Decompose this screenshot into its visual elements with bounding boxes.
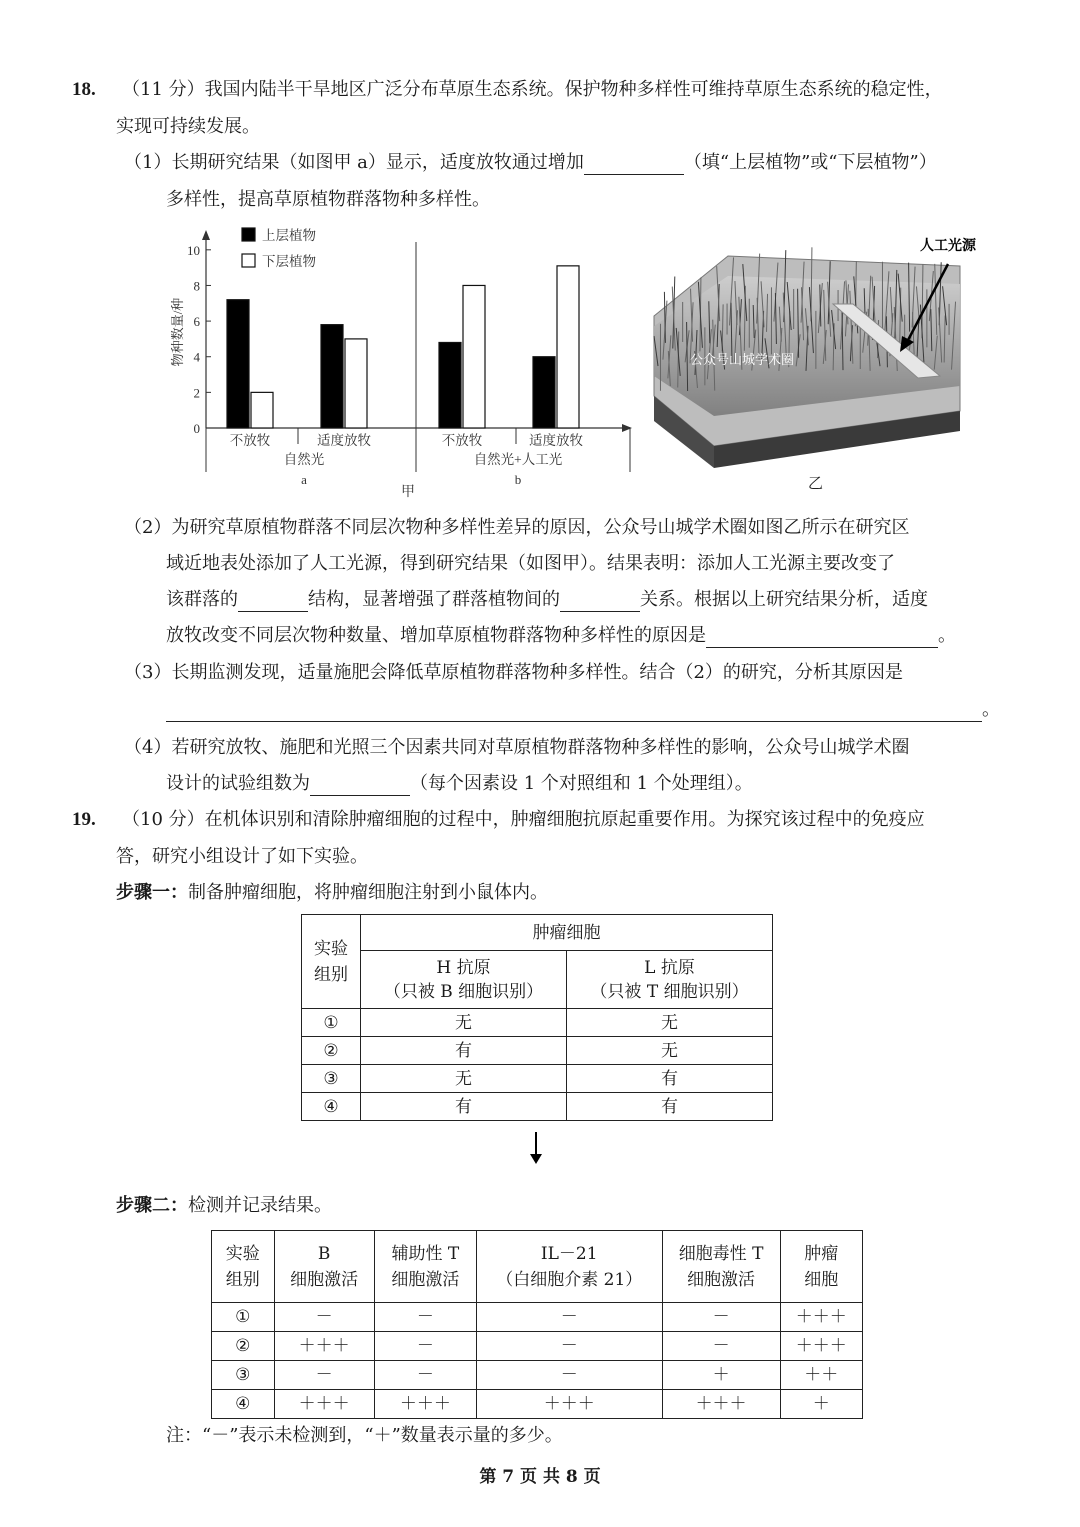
h-antigen-header: H 抗原 （只被 B 细胞识别）: [361, 951, 567, 1009]
legend-swatch: [242, 228, 255, 241]
group-header-cell: 实验 组别: [302, 915, 361, 1009]
results-header-cell: 细胞毒性 T 细胞激活: [662, 1231, 780, 1303]
result-cell: －: [476, 1303, 662, 1332]
antigen-table-row: [302, 1065, 773, 1093]
antigen-cell: 无: [361, 1009, 567, 1037]
bar-upper-plants: [439, 342, 461, 428]
group-id-cell: ③: [302, 1065, 361, 1093]
results-table-row: [212, 1332, 863, 1361]
result-cell: ＋: [780, 1390, 862, 1419]
group-label: 自然光+人工光: [473, 452, 563, 467]
x-category-label: 不放牧: [441, 433, 483, 448]
q18-part2-line3: 该群落的 结构，显著增强了群落植物间的 关系。根据以上研究结果分析，适度: [166, 589, 928, 610]
bar-upper-plants: [533, 357, 555, 428]
antigen-cell: 无: [567, 1009, 773, 1037]
figure-jia-bar-chart: [160, 222, 640, 507]
group-id-cell: ②: [302, 1037, 361, 1065]
legend-label: 下层植物: [262, 254, 316, 269]
answer-blank-4[interactable]: [706, 629, 938, 648]
antigen-cell: 有: [567, 1065, 773, 1093]
result-cell: ＋＋＋: [780, 1332, 862, 1361]
watermark-text: 公众号山城学术圈: [690, 352, 795, 367]
step-one-line: 步骤一：制备肿瘤细胞，将肿瘤细胞注射到小鼠体内。: [116, 882, 548, 903]
answer-blank-1[interactable]: [584, 156, 684, 175]
q18-number: 18.: [72, 79, 96, 100]
q19-stem-line2: 答，研究小组设计了如下实验。: [116, 846, 368, 867]
q19-number: 19.: [72, 809, 96, 830]
step-two-line: 步骤二：检测并记录结果。: [116, 1195, 332, 1216]
q18-part3-line2: 。: [166, 698, 1000, 722]
result-cell: －: [662, 1332, 780, 1361]
bar-lower-plants: [557, 266, 579, 428]
group-id-cell: ③: [212, 1361, 275, 1390]
y-tick-label: 6: [193, 314, 200, 330]
answer-blank-2[interactable]: [238, 593, 308, 612]
result-cell: ＋＋＋: [662, 1390, 780, 1419]
figure-yi-greenhouse-photo: [648, 226, 976, 496]
q19-stem-line1: （10 分）在机体识别和清除肿瘤细胞的过程中，肿瘤细胞抗原起重要作用。为探究该过程中的免疫应: [122, 809, 925, 830]
q18-part1-line2: 多样性，提高草原植物群落物种多样性。: [166, 189, 490, 210]
y-tick-label: 8: [193, 278, 200, 294]
results-table-row: [212, 1361, 863, 1390]
answer-blank-5[interactable]: [166, 703, 982, 722]
x-category-label: 不放牧: [229, 433, 271, 448]
results-header-cell: B 细胞激活: [274, 1231, 374, 1303]
q18-part3-line1: （3）长期监测发现，适量施肥会降低草原植物群落物种多样性。结合（2）的研究，分析其原因是: [124, 662, 903, 683]
legend-label: 上层植物: [262, 228, 316, 243]
l-antigen-header: L 抗原 （只被 T 细胞识别）: [567, 951, 773, 1009]
bar-lower-plants: [463, 285, 485, 428]
antigen-table-row: [302, 1093, 773, 1121]
antigen-cell: 无: [361, 1065, 567, 1093]
figure-label-yi: 乙: [808, 476, 824, 492]
results-table-row: [212, 1303, 863, 1332]
result-cell: ＋＋＋: [274, 1390, 374, 1419]
group-label: 自然光: [283, 452, 325, 467]
results-header-cell: 肿瘤 细胞: [780, 1231, 862, 1303]
results-table: [211, 1230, 863, 1419]
q18-part2-line1: （2）为研究草原植物群落不同层次物种多样性差异的原因，公众号山城学术圈如图乙所示在研究区: [124, 517, 910, 538]
y-tick-label: 0: [193, 421, 200, 436]
result-cell: －: [374, 1361, 476, 1390]
result-cell: －: [274, 1303, 374, 1332]
q18-stem-line1: （11 分）我国内陆半干旱地区广泛分布草原生态系统。保护物种多样性可维持草原生态系统的稳定性，: [122, 79, 943, 100]
y-tick-label: 4: [193, 349, 200, 365]
results-header-cell: 实验 组别: [212, 1231, 275, 1303]
figure-label-jia: 甲: [401, 485, 415, 500]
answer-blank-6[interactable]: [310, 777, 410, 796]
panel-label: b: [514, 472, 522, 487]
result-cell: －: [476, 1361, 662, 1390]
down-arrow-icon: [526, 1130, 546, 1166]
page-footer: 第 7 页 共 8 页: [479, 1467, 601, 1487]
light-source-label: 人工光源: [920, 237, 976, 253]
antigen-cell: 有: [361, 1093, 567, 1121]
group-id-cell: ①: [302, 1009, 361, 1037]
y-tick-label: 10: [187, 242, 200, 258]
group-id-cell: ①: [212, 1303, 275, 1332]
q18-stem-line2: 实现可持续发展。: [116, 116, 260, 137]
x-category-label: 适度放牧: [317, 433, 371, 448]
q18-part4-line1: （4）若研究放牧、施肥和光照三个因素共同对草原植物群落物种多样性的影响，公众号山城学术圈: [124, 737, 910, 758]
table-note: 注：“－”表示未检测到，“＋”数量表示量的多少。: [166, 1425, 563, 1446]
result-cell: －: [476, 1332, 662, 1361]
antigen-table-row: [302, 1009, 773, 1037]
tumor-cell-header: 肿瘤细胞: [361, 915, 773, 951]
antigen-table-row: [302, 1037, 773, 1065]
result-cell: ＋＋＋: [780, 1303, 862, 1332]
bar-upper-plants: [227, 300, 249, 428]
antigen-cell: 有: [361, 1037, 567, 1065]
results-header-cell: IL－21 （白细胞介素 21）: [476, 1231, 662, 1303]
result-cell: －: [374, 1303, 476, 1332]
q18-part2-line4: 放牧改变不同层次物种数量、增加草原植物群落物种多样性的原因是 。: [166, 625, 956, 646]
q18-part4-line2: 设计的试验组数为 （每个因素设 1 个对照组和 1 个处理组）。: [166, 773, 753, 794]
result-cell: ＋＋＋: [476, 1390, 662, 1419]
antigen-table: [301, 914, 773, 1121]
results-header-cell: 辅助性 T 细胞激活: [374, 1231, 476, 1303]
group-id-cell: ④: [302, 1093, 361, 1121]
bar-lower-plants: [345, 339, 367, 428]
group-id-cell: ②: [212, 1332, 275, 1361]
y-axis-arrow: [202, 230, 210, 240]
result-cell: －: [274, 1361, 374, 1390]
bar-upper-plants: [321, 325, 343, 428]
result-cell: ＋＋＋: [374, 1390, 476, 1419]
panel-label: a: [301, 472, 307, 487]
q18-part2-line2: 域近地表处添加了人工光源，得到研究结果（如图甲）。结果表明：添加人工光源主要改变了: [166, 553, 895, 574]
result-cell: ＋: [662, 1361, 780, 1390]
y-tick-label: 2: [193, 385, 200, 401]
group-id-cell: ④: [212, 1390, 275, 1419]
result-cell: ＋＋＋: [274, 1332, 374, 1361]
y-axis-label: 物种数量/种: [170, 297, 185, 367]
answer-blank-3[interactable]: [560, 593, 640, 612]
legend-swatch: [242, 254, 255, 267]
antigen-cell: 无: [567, 1037, 773, 1065]
results-table-row: [212, 1390, 863, 1419]
result-cell: －: [662, 1303, 780, 1332]
x-category-label: 适度放牧: [529, 433, 583, 448]
result-cell: －: [374, 1332, 476, 1361]
result-cell: ＋＋: [780, 1361, 862, 1390]
bar-lower-plants: [251, 392, 273, 428]
q18-part1-line1: （1）长期研究结果（如图甲 a）显示，适度放牧通过增加 （填“上层植物”或“下层植物”）: [124, 152, 937, 173]
antigen-cell: 有: [567, 1093, 773, 1121]
